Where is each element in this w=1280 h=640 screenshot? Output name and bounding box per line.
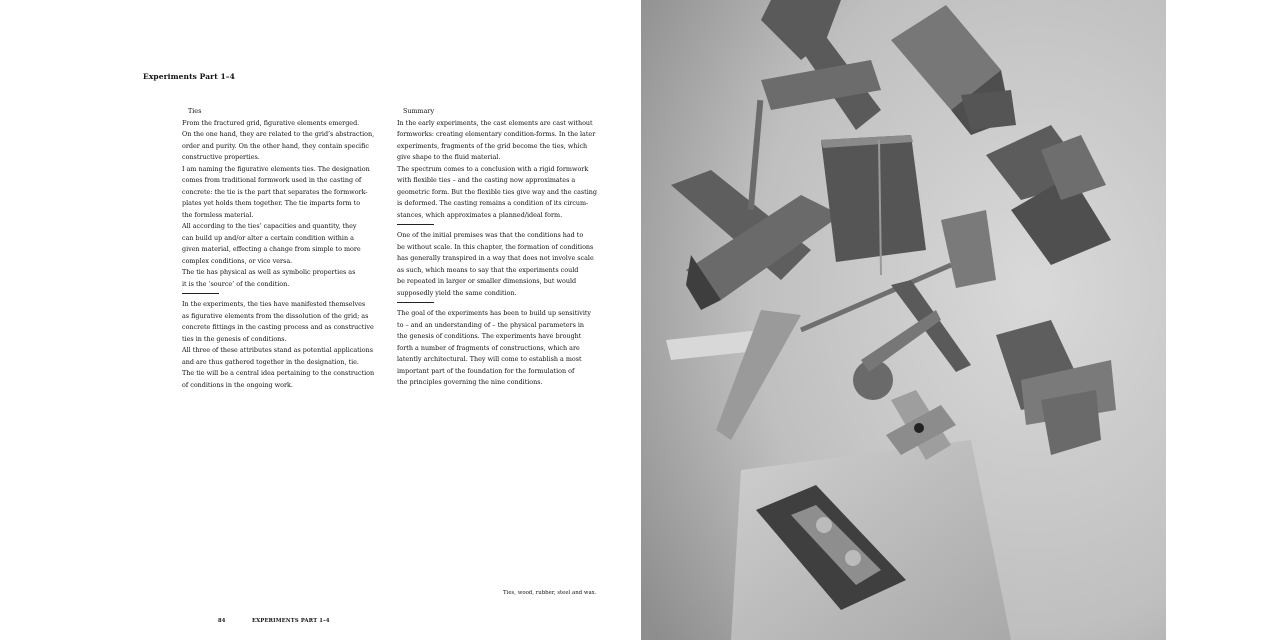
text-line: can build up and/or alter a certain condition within a (182, 233, 354, 242)
text-line: From the fractured grid, figurative elements emerged. (182, 118, 360, 127)
text-line: In the experiments, the ties have manifested themselves (182, 300, 366, 308)
text-line: The tie will be a central idea pertaining to the construction (182, 369, 375, 377)
text-line: and are thus gathered together in the designation, tie. (182, 357, 359, 366)
summary-paragraphs-scale (397, 230, 597, 299)
text-line: of conditions in the ongoing work. (182, 380, 293, 389)
running-head: EXPERIMENTS PART 1–4 (252, 618, 330, 624)
text-line: stances, which approximates a planned/ideal form. (397, 210, 563, 219)
text-line: to – and an understanding of – the physical parameters in (397, 320, 585, 329)
text-line: I am naming the figurative elements ties. The designation (182, 164, 370, 173)
right-page-margin (1166, 0, 1280, 640)
text-line: The tie has physical as well as symbolic properties as (182, 268, 356, 276)
text-line: In the early experiments, the cast elements are cast without (397, 118, 593, 127)
text-line: ties in the genesis of conditions. (182, 334, 287, 343)
text-line: plates yet holds them together. The tie imparts form to (182, 199, 361, 207)
text-line: constructive properties. (182, 153, 260, 161)
text-line: give shape to the fluid material. (397, 153, 501, 161)
section-divider (182, 293, 219, 294)
ties-paragraphs (182, 118, 382, 291)
text-line: with flexible ties – and the casting now approximates a (397, 176, 576, 184)
text-line: as such, which means to say that the experiments could (397, 265, 579, 274)
ties-photo-illustration (641, 0, 1166, 640)
text-line: The goal of the experiments has been to build up sensitivity (397, 309, 592, 317)
text-line: concrete fittings in the casting process and as constructive (182, 323, 374, 331)
text-line: concrete: the tie is the part that separates the formwork- (182, 187, 368, 196)
ties-photograph (641, 0, 1166, 640)
text-line: latently architectural. They will come to establish a most (397, 355, 582, 363)
ties-column (182, 106, 382, 391)
text-line: geometric form. But the flexible ties give way and the casting (397, 187, 597, 196)
section-divider (397, 224, 434, 225)
text-line: On the one hand, they are related to the grid’s abstraction, (182, 130, 375, 138)
ties-paragraphs-continued (182, 299, 382, 391)
photo-caption: Ties, wood, rubber, steel and wax. (503, 590, 597, 596)
text-line: supposedly yield the same condition. (397, 288, 517, 297)
text-line: the genesis of conditions. The experiments have brought (397, 332, 582, 340)
text-line: as figurative elements from the dissolution of the grid; as (182, 311, 369, 320)
summary-column (397, 106, 597, 389)
text-line: All three of these attributes stand as potential applications (182, 346, 374, 354)
text-line: comes from traditional formwork used in the casting of (182, 176, 362, 184)
page-title: Experiments Part 1–4 (143, 72, 235, 81)
text-line: All according to the ties’ capacities and quantity, they (182, 222, 357, 230)
text-line: order and purity. On the other hand, they contain specific (182, 141, 369, 150)
text-line: be repeated in larger or smaller dimensions, but would (397, 277, 577, 285)
summary-paragraphs-goal (397, 308, 597, 389)
text-line: it is the ‘source’ of the condition. (182, 279, 290, 288)
text-line: complex conditions, or vice versa. (182, 256, 293, 265)
text-line: experiments, fragments of the grid become the ties, which (397, 141, 588, 150)
wooden-board (731, 440, 1011, 640)
text-line: formworks: creating elementary condition-forms. In the later (397, 130, 596, 138)
summary-heading: Summary (403, 107, 435, 115)
text-line: The spectrum comes to a conclusion with a rigid formwork (397, 164, 589, 173)
text-line: important part of the foundation for the formulation of (397, 366, 575, 375)
page-number: 84 (218, 618, 226, 624)
text-line: forth a number of fragments of constructions, which are (397, 343, 580, 352)
summary-paragraphs (397, 118, 597, 222)
text-line: be without scale. In this chapter, the formation of conditions (397, 242, 594, 251)
section-divider (397, 302, 434, 303)
text-line: given material, effecting a change from simple to more (182, 245, 361, 253)
ties-heading: Ties (188, 107, 202, 115)
text-line: One of the initial premises was that the conditions had to (397, 231, 584, 239)
text-line: has generally transpired in a way that does not involve scale (397, 254, 594, 262)
text-line: is deformed. The casting remains a condition of its circum- (397, 199, 589, 207)
text-line: the principles governing the nine conditions. (397, 378, 543, 386)
text-line: the formless material. (182, 210, 254, 219)
